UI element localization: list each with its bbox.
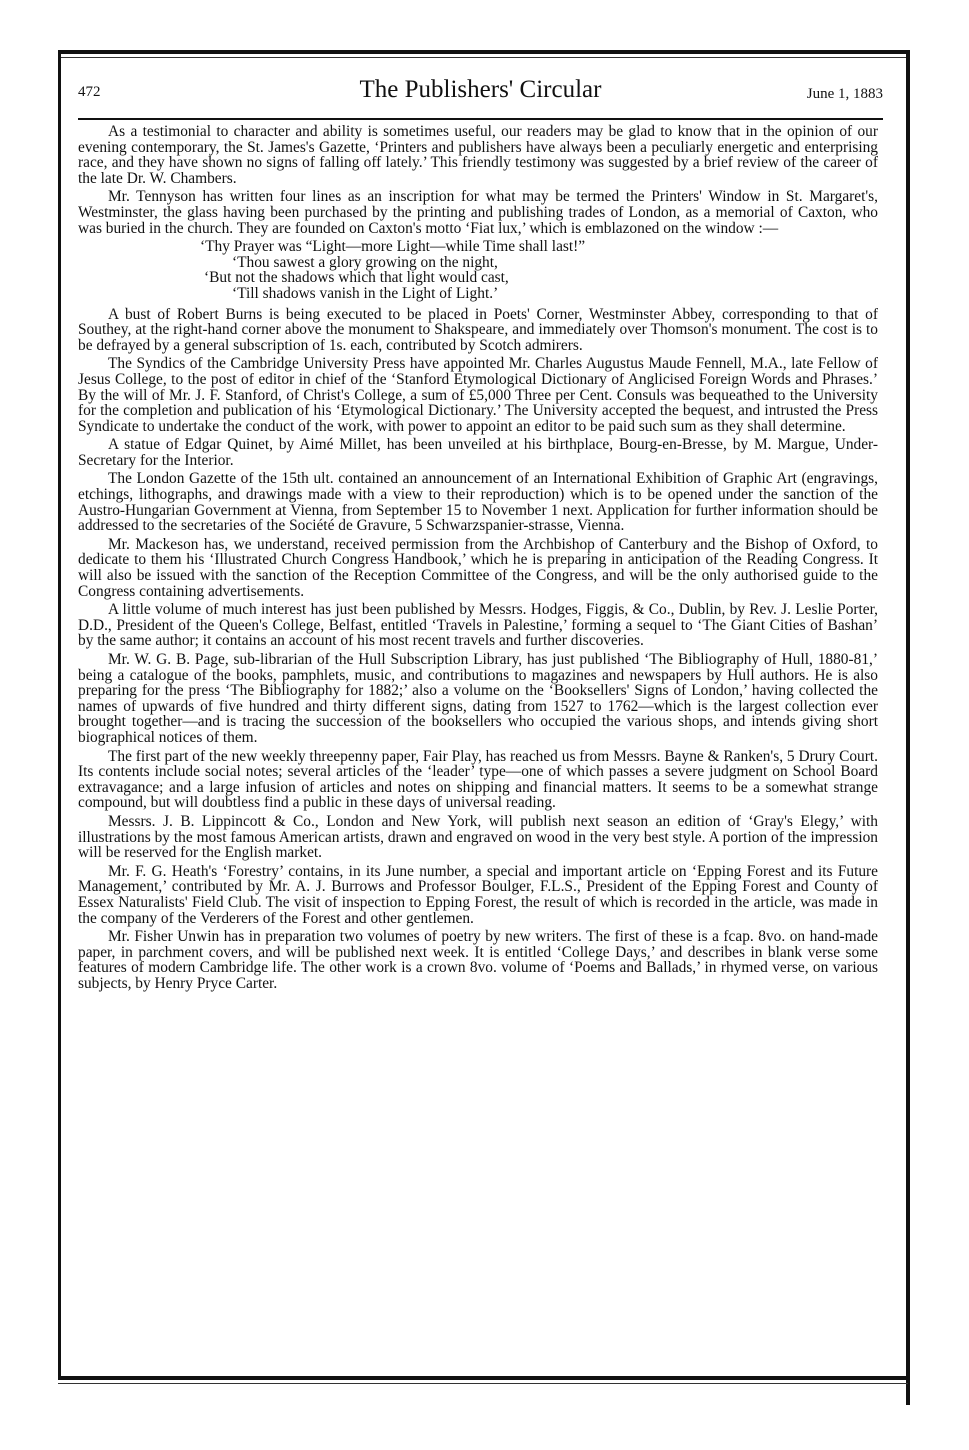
paragraph: Mr. F. G. Heath's ‘Forestry’ contains, in its June number, a special and important article on ‘Epping Forest and its Future Management,’ contributed by Mr. A. J. Burrows and Professor Boulger, F.L.S., President of the Epping Forest and County of Essex Naturalists' Field Club. The visit of inspection to Epping Forest, the result of which is recorded in the article, was made in the company of the Verderers of the Forest and other gentlemen. [78, 862, 878, 927]
header-rule [78, 118, 883, 120]
paragraph: A little volume of much interest has just been published by Messrs. Hodges, Figgis, & Co., Dublin, by Rev. J. Leslie Porter, D.D., President of the Queen's College, Belfast, entitled ‘Travels in Palestine,’ forming a sequel to ‘The Giant Cities of Bashan’ by the same author; it contains an account of his most recent travels and further discoveries. [78, 601, 878, 650]
right-border-rule [906, 50, 910, 1405]
article-column [78, 124, 878, 994]
bottom-border-rule [58, 1376, 908, 1380]
top-border-rule [58, 50, 906, 54]
verse-line: ‘Thy Prayer was “Light—more Light—while Time shall last!” [200, 238, 586, 256]
verse-line: ‘Thou sawest a glory growing on the night, [232, 253, 498, 271]
paragraph: The London Gazette of the 15th ult. contained an announcement of an International Exhibition of Graphic Art (engravings, etchings, lithographs, and drawings made with a view to their reproduction) which is to be opened under the sanction of the Austro-Hungarian Government at Vienna, from September 15 to November 1 next. Application for further information should be addressed to the secretaries of the Société de Gravure, 5 Schwarzspanier-strasse, Vienna. [78, 470, 878, 535]
left-border-rule [58, 50, 61, 1378]
paragraph: Mr. W. G. B. Page, sub-librarian of the Hull Subscription Library, has just published ‘The Bibliography of Hull, 1880-81,’ being a catalogue of the books, pamphlets, music, and contributions to magazines and newspapers by Hull authors. He is also preparing for the press ‘The Bibliography for 1882;’ also a volume on the ‘Booksellers' Signs of London,’ having collected the names of upwards of five hundred and thirty different signs, dating from 1527 to 1762—which is the largest collection ever brought together—and is tracing the succession of the booksellers who occupied the various shops, and intends giving short biographical notices of them. [78, 651, 878, 746]
paragraph: The Syndics of the Cambridge University Press have appointed Mr. Charles Augustus Maude Fennell, M.A., late Fellow of Jesus College, to the post of editor in chief of the ‘Stanford Etymological Dictionary of Anglicised Foreign Words and Phrases.’ By the will of Mr. J. F. Stanford, of Christ's College, a sum of £5,000 Three per Cent. Consuls was bequeathed to the University for the completion and publication of his ‘Etymological Dictionary.’ The University accepted the bequest, and intrusted the Press Syndicate to undertake the conduct of the work, with power to appoint an editor to be paid such sum as they shall determine. [78, 355, 878, 435]
top-border-rule-thin [58, 57, 906, 58]
issue-date: June 1, 1883 [806, 86, 883, 102]
paragraph: The first part of the new weekly threepenny paper, Fair Play, has reached us from Messrs. Bayne & Ranken's, 5 Drury Court. Its contents include social notes; several articles of the ‘leader’ type—one of which passes a severe judgment on School Board extravagance; and a large infusion of articles and notes on shipping and financial matters. It seems to be a somewhat strange compound, but will doubtless find a public in these days of universal reading. [78, 747, 878, 812]
bottom-border-rule-thin [58, 1383, 908, 1384]
paragraph: As a testimonial to character and ability is sometimes useful, our readers may be glad to know that in the opinion of our evening contemporary, the St. James's Gazette, ‘Printers and publishers have always been a peculiarly energetic and enterprising race, and they have shown no signs of falling off lately.’ This friendly testimony was suggested by a brief review of the career of the late Dr. W. Chambers. [78, 123, 878, 187]
running-title: The Publishers' Circular [359, 76, 602, 103]
paragraph: A bust of Robert Burns is being executed to be placed in Poets' Corner, Westminster Abbey, corresponding to that of Southey, at the right-hand corner above the monument to Shakspeare, and immediately over Thomson's monument. The cost is to be defrayed by a general subscription of 1s. each, contributed by Scotch admirers. [78, 305, 878, 354]
paragraph: Mr. Tennyson has written four lines as an inscription for what may be termed the Printers' Window in St. Margaret's, Westminster, the glass having been purchased by the printing and publishing trades of London, as a memorial of Caxton, who was buried in the church. They are founded on Caxton's motto ‘Fiat lux,’ which is emblazoned on the window :— [78, 188, 878, 237]
page-number: 472 [78, 84, 101, 100]
verse-line: ‘Till shadows vanish in the Light of Light.’ [232, 284, 499, 302]
paragraph: Messrs. J. B. Lippincott & Co., London and New York, will publish next season an edition of ‘Gray's Elegy,’ with illustrations by the most famous American artists, drawn and engraved on wood in the very best style. A portion of the impression will be reserved for the English market. [78, 812, 878, 862]
paragraph: Mr. Fisher Unwin has in preparation two volumes of poetry by new writers. The first of these is a fcap. 8vo. on hand-made paper, in parchment covers, and will be published next week. It is entitled ‘College Days,’ and describes in blank verse some features of modern Cambridge life. The other work is a crown 8vo. volume of ‘Poems and Ballads,’ in rhymed verse, on various subjects, by Henry Pryce Carter. [78, 928, 878, 992]
page-header [78, 76, 883, 116]
paragraph: Mr. Mackeson has, we understand, received permission from the Archbishop of Canterbury and the Bishop of Oxford, to dedicate to them his ‘Illustrated Church Congress Handbook,’ which he is preparing in anticipation of the Reading Congress. It will also be issued with the sanction of the Reception Committee of the Congress, and will be the only authorised guide to the Congress containing advertisements. [78, 535, 878, 600]
verse-line: ‘But not the shadows which that light would cast, [204, 269, 509, 287]
paragraph: A statue of Edgar Quinet, by Aimé Millet, has been unveiled at his birthplace, Bourg-en-Bresse, by M. Margue, Under-Secretary for the Interior. [78, 436, 878, 469]
inscription-verse [78, 239, 878, 301]
